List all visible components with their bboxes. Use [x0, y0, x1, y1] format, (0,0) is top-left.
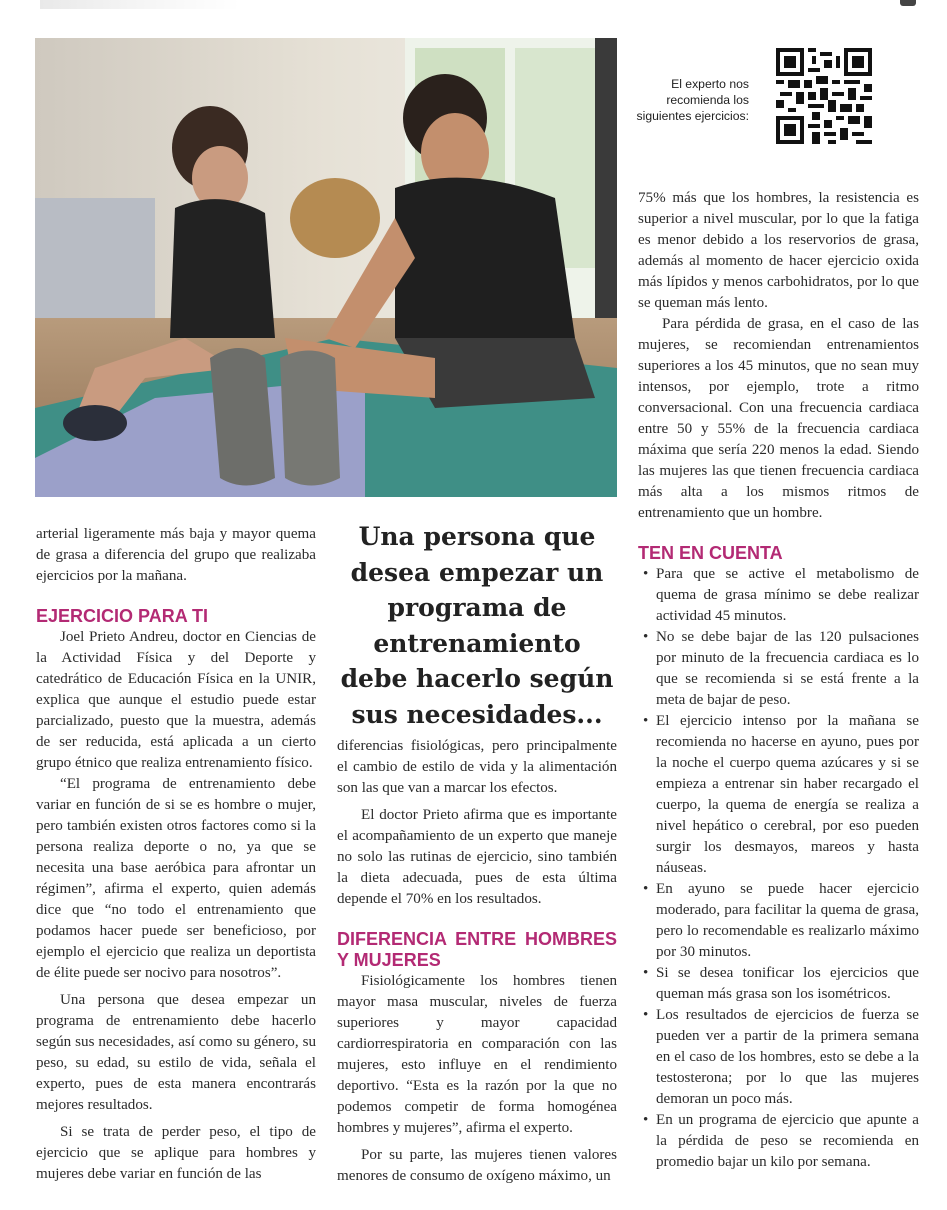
header-strip [40, 0, 240, 9]
paragraph: 75% más que los hombres, la resistencia es superior a nivel muscular, por lo que la fatiga es menor debido a los reservorios de grasa, además al momento de hacer ejercicio oxida más lípidos y menos carbohidratos, por lo que se queman más lento. [638, 190, 919, 311]
article-photo [35, 38, 617, 497]
list-item: • En un programa de ejercicio que apunte a la pérdida de peso se recomienda en promedio bajar un kilo por semana. [638, 1110, 919, 1173]
paragraph: Fisiológicamente los hombres tienen mayor masa muscular, niveles de fuerza superiores y mayor capacidad cardiorrespiratoria en comparación con las mujeres, esto influye en el rendimiento deportivo. “Esta es la razón por la que no podemos competir de forma homogénea hombres y mujeres”, afirma el experto. [337, 973, 617, 1136]
paragraph: Una persona que desea empezar un programa de entrenamiento debe hacerlo según sus necesidades, así como su género, su peso, su edad, su estilo de vida, señala el experto, pues de esta manera encontrarás mejores resultados. [36, 992, 316, 1113]
qr-code-icon[interactable] [776, 48, 872, 144]
section-heading-diferencia: DIFERENCIA ENTRE HOMBRES Y MUJERES [337, 929, 617, 970]
paragraph: Por su parte, las mujeres tienen valores menores de consumo de oxígeno máximo, un [337, 1147, 617, 1184]
list-item: • El ejercicio intenso por la mañana se recomienda no hacerse en ayuno, pues por la noche el cuerpo quema azúcares y si se empieza a entrenar sin haber recargado el cuerpo, la quema de energía se realiza a nivel hepático o cerebral, por eso pueden surgir los desmayos, mareos y hasta náuseas. [638, 711, 919, 879]
list-item: • No se debe bajar de las 120 pulsaciones por minuto de la frecuencia cardiaca es lo que se recomienda si se está frente a la meta de bajar de peso. [638, 627, 919, 711]
list-item: • Los resultados de ejercicios de fuerza se pueden ver a partir de la primera semana en el caso de los hombres, esto se debe a la testosterona; por lo que las mujeres demoran un poco más. [638, 1005, 919, 1110]
list-item: • Si se desea tonificar los ejercicios que queman más grasa son los isométricos. [638, 963, 919, 1005]
paragraph: “El programa de entrenamiento debe variar en función de si se es hombre o mujer, pero también existen otros factores como si la persona realiza deporte o no, ya que se necesita una base aeróbica para afrontar un régimen”, afirma el experto, quien además dice que “no todo el entrenamiento que podamos hacer puede ser beneficioso, por ejemplo el ejercicio que realiza un deportista de élite puede ser nocivo para nosotros”. [36, 776, 316, 981]
paragraph: Para pérdida de grasa, en el caso de las mujeres, se recomiendan entrenamientos superiores a los 45 minutos, que no sean muy intensos, por ejemplo, trote a ritmo conversacional. Con una frecuencia cardiaca entre 50 y 55% de la frecuencia cardiaca máxima que sería 220 menos la edad. Siendo las mujeres las que tienen frecuencia cardiaca más alta a los mismos ritmos de entrenamiento que un hombre. [638, 316, 919, 521]
list-item: • Para que se active el metabolismo de quema de grasa mínimo se debe realizar actividad 45 minutos. [638, 564, 919, 627]
section-heading-ten-en-cuenta: TEN EN CUENTA [638, 543, 783, 563]
page-corner-mark [900, 0, 916, 6]
list-item: • En ayuno se puede hacer ejercicio moderado, para facilitar la quema de grasa, pero lo recomendable es realizarlo máximo por 30 minutos. [638, 879, 919, 963]
qr-caption: El experto nos recomienda los siguientes ejercicios: [636, 77, 749, 123]
column-2 [337, 736, 617, 1187]
tips-list [638, 564, 919, 1173]
paragraph: Si se trata de perder peso, el tipo de ejercicio que se aplique para hombres y mujeres debe variar en función de las [36, 1124, 316, 1182]
section-heading-ejercicio: EJERCICIO PARA TI [36, 606, 209, 626]
paragraph: El doctor Prieto afirma que es importante el acompañamiento de un experto que maneje no solo las rutinas de ejercicio, sino también la dieta adecuada, pues de esta última depende el 70% en los resultados. [337, 807, 617, 907]
paragraph: arterial ligeramente más baja y mayor quema de grasa a diferencia del grupo que realizaba ejercicios por la mañana. [36, 526, 316, 584]
paragraph: diferencias fisiológicas, pero principalmente el cambio de estilo de vida y la alimentación son las que van a marcar los efectos. [337, 738, 617, 796]
column-3 [638, 188, 919, 1173]
paragraph: Joel Prieto Andreu, doctor en Ciencias de la Actividad Física y del Deporte y catedrático de Educación Física en la UNIR, explica que aunque el estudio puede estar parcializado, puesto que la muestra, además de ser reducida, está aplicada a un cierto grupo étnico que realiza entrenamiento físico. [36, 629, 316, 771]
pull-quote: Una persona que desea empezar un programa de entrenamiento debe hacerlo según sus necesidades... [340, 522, 614, 729]
column-1 [36, 524, 316, 1185]
